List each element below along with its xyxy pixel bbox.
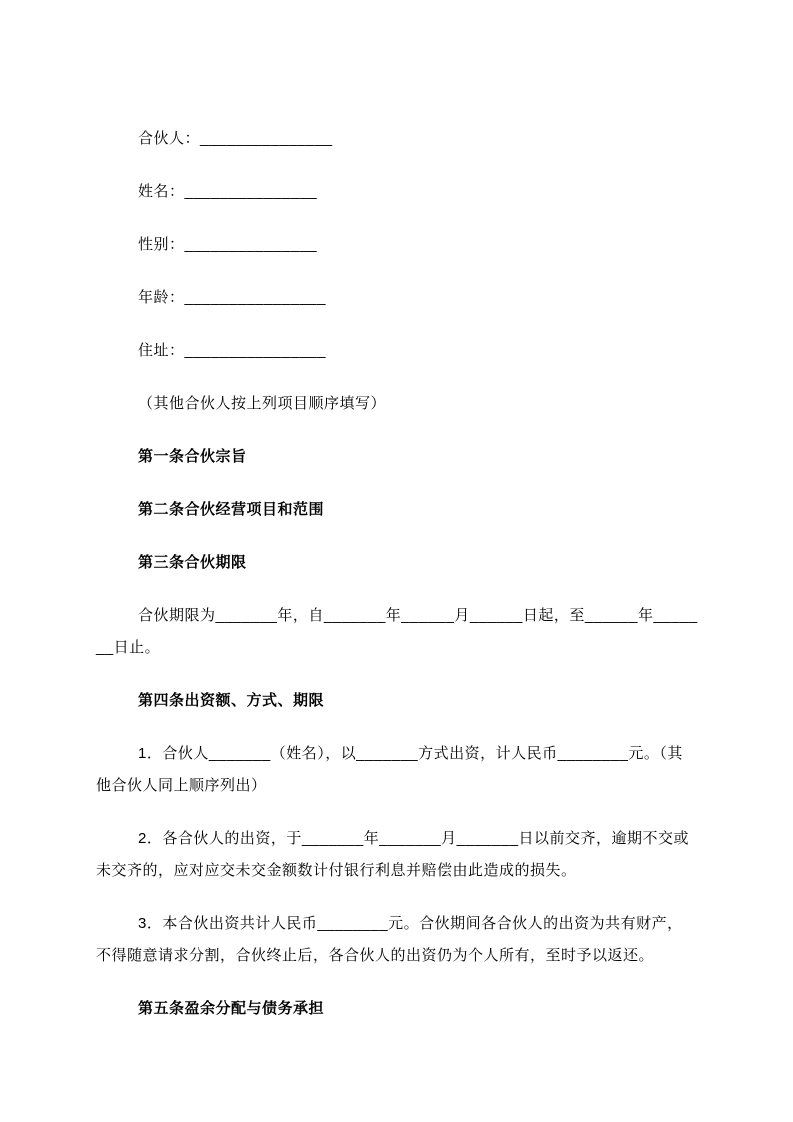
line-gender: 性别：_______________ (138, 236, 318, 253)
line-partner: 合伙人：_______________ (138, 130, 333, 147)
line-age: 年龄：________________ (138, 289, 326, 306)
clause-4-item-3: 3．本合伙出资共计人民币________元。合伙期间各合伙人的出资为共有财产，不得随意请求分割，合伙终止后，各合伙人的出资仍为个人所有，至时予以返还。 (96, 915, 683, 964)
clause-4-item-2: 2．各合伙人的出资，于_______年_______月_______日以前交齐，逾期不交或未交齐的，应对应交未交金额数计付银行利息并赔偿由此造成的损失。 (96, 830, 690, 879)
clause-5-title: 第五条盈余分配与债务承担 (138, 1000, 325, 1017)
clause-2-title: 第二条合伙经营项目和范围 (138, 501, 325, 518)
clause-3-title: 第三条合伙期限 (138, 554, 247, 571)
line-address: 住址：________________ (138, 342, 326, 359)
clause-1-title: 第一条合伙宗旨 (138, 448, 247, 465)
clause-3-body: 合伙期限为_______年，自_______年______月______日起，至______年_______日止。 (96, 607, 698, 656)
line-name: 姓名：_______________ (138, 183, 318, 200)
clause-4-title: 第四条出资额、方式、期限 (138, 692, 325, 709)
clause-4-item-1: 1．合伙人_______（姓名），以_______方式出资，计人民币________元。（其他合伙人同上顺序列出） (96, 745, 683, 794)
note-other-partners: （其他合伙人按上列项目顺序填写） (138, 395, 387, 412)
